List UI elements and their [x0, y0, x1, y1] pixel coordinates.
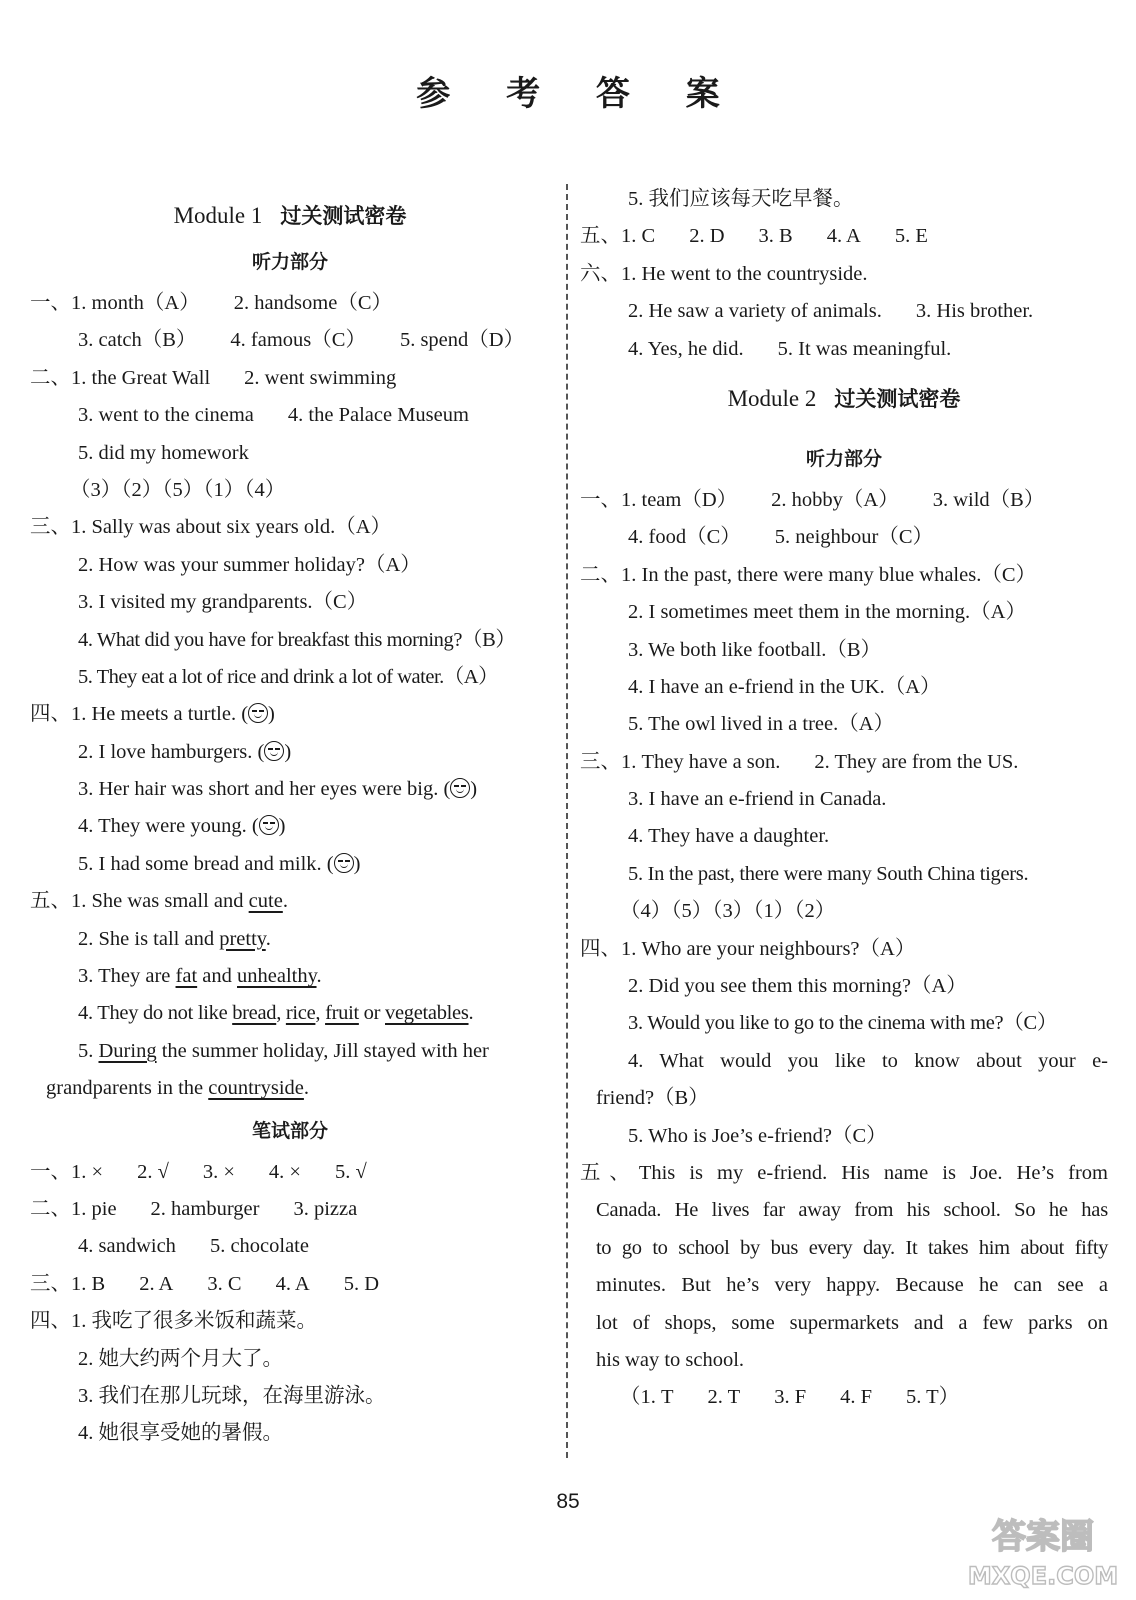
answer-item: （1. T: [620, 1386, 674, 1409]
answer-line: [30, 1033, 550, 1070]
answer-item: 一、1. month（A）: [30, 292, 200, 314]
answer-line: 4. They were young. ( ): [78, 815, 286, 838]
answer-item: 一、1. team（D）: [580, 488, 738, 511]
module1-heading: [30, 193, 550, 239]
answer-item: 5. It was meaningful.: [777, 337, 952, 360]
answer-item: 二、1. the Great Wall: [30, 366, 211, 389]
text-run: .: [303, 1077, 310, 1100]
answer-item: 2. handsome（C）: [233, 292, 392, 314]
answer-line: minutes. But he’s very happy. Because he can see a: [596, 1274, 1108, 1297]
text-run: .: [316, 965, 322, 988]
answer-item: 5. chocolate: [209, 1235, 309, 1258]
smiley-face-icon: [248, 703, 268, 723]
answer-item: 3. went to the cinema: [78, 404, 254, 427]
watermark-text-top: 答案圈: [992, 1517, 1094, 1557]
answer-line: friend?（B）: [596, 1087, 709, 1110]
answer-line: 3. Would you like to go to the cinema with me?（C）: [628, 1012, 1058, 1035]
underlined-word: bread: [232, 1002, 277, 1025]
answer-line: 2. Did you see them this morning?（A）: [628, 975, 967, 998]
answer-line: [580, 218, 1108, 255]
answer-line: 四、1. He meets a turtle. ( ): [30, 703, 275, 726]
answer-item: 二、1. pie: [30, 1197, 117, 1220]
smiley-face-icon: [334, 853, 354, 873]
answer-line: （3）（2）（5）（1）（4）: [70, 478, 286, 501]
answer-line: [30, 285, 550, 322]
answer-line: [30, 995, 550, 1032]
answer-line: 四、1. Who are your neighbours?（A）: [580, 937, 916, 960]
answer-line: [30, 1266, 550, 1303]
answer-item: 四、1. He meets a turtle.: [30, 703, 237, 726]
text-run: and: [197, 965, 238, 988]
answer-item: 三、1. B: [30, 1272, 106, 1295]
text-run: or: [358, 1002, 385, 1025]
answer-line: 2. How was your summer holiday?（A）: [78, 553, 421, 576]
underlined-word: unhealthy: [237, 965, 317, 988]
answer-item: 5. I had some bread and milk.: [78, 852, 322, 875]
answer-item: 3. catch（B）: [78, 329, 197, 352]
answer-item: 2. D: [689, 225, 725, 248]
answer-line: [30, 1228, 550, 1265]
answer-line: 3. Her hair was short and her eyes were big. ( ): [78, 778, 478, 801]
module2-heading-cn: 过关测试密卷: [834, 386, 961, 411]
answer-line: 5. They eat a lot of rice and drink a lot of water.（A）: [78, 665, 499, 688]
answer-item: 5. neighbour（C）: [774, 526, 934, 549]
answer-item: 3. His brother.: [915, 300, 1034, 323]
answer-item: 5. spend（D）: [399, 329, 525, 352]
answer-line: 3. We both like football.（B）: [628, 638, 882, 661]
module2-heading: [580, 368, 1108, 424]
answer-line: [580, 1379, 1108, 1416]
right-column: [580, 188, 1108, 1417]
answer-line: [580, 519, 1108, 556]
watermark-logo: [968, 1506, 1118, 1590]
module2-heading-en: Module 2: [727, 385, 817, 411]
text-run: the summer holiday, Jill stayed with her: [156, 1039, 489, 1062]
answer-item: 2. √: [137, 1160, 169, 1183]
answer-line: 5. The owl lived in a tree.（A）: [628, 713, 895, 736]
answer-line: his way to school.: [596, 1348, 745, 1371]
underlined-word: During: [98, 1039, 157, 1062]
answer-item: 2. A: [139, 1272, 174, 1295]
answer-line: [30, 322, 550, 359]
writing-heading-m1: 笔试部分: [251, 1119, 328, 1142]
answer-item: 5. D: [343, 1272, 380, 1295]
answer-line: [580, 293, 1108, 330]
underlined-word: cute: [248, 890, 283, 913]
module1-heading-en: Module 1: [173, 203, 263, 228]
text-run: .: [265, 927, 271, 950]
answer-line: 5. Who is Joe’s e-friend?（C）: [628, 1124, 887, 1147]
text-run: 5.: [78, 1039, 99, 1062]
answer-item: 4. Yes, he did.: [628, 337, 744, 360]
answer-line: [580, 482, 1108, 519]
answer-line: 3. 我们在那儿玩球，在海里游泳。: [78, 1384, 386, 1407]
answer-line: [30, 921, 550, 958]
text-run: .: [282, 890, 288, 913]
answer-line: [30, 1191, 550, 1228]
answer-item: 3. B: [758, 225, 793, 248]
answer-item: 4. food（C）: [628, 526, 741, 549]
text-run: .: [468, 1002, 474, 1025]
underlined-word: vegetables: [385, 1002, 469, 1025]
answer-item: 2. He saw a variety of animals.: [628, 300, 882, 323]
answer-line: 5. In the past, there were many South China tigers.: [628, 862, 1029, 885]
answer-line: 三、1. Sally was about six years old.（A）: [30, 516, 391, 539]
answer-item: 2. hamburger: [150, 1197, 260, 1220]
answer-line: [580, 744, 1108, 781]
answer-line: [580, 331, 1108, 368]
answer-line: 六、1. He went to the countryside.: [580, 262, 868, 285]
answer-item: 三、1. They have a son.: [580, 750, 781, 773]
answer-line: 4. They have a daughter.: [628, 825, 830, 848]
answer-item: 4. They were young.: [78, 815, 247, 838]
answer-line: 5. did my homework: [78, 441, 249, 464]
answer-item: 3. Her hair was short and her eyes were big.: [78, 778, 439, 801]
text-run: 3. They are: [78, 965, 176, 988]
smiley-face-icon: [264, 741, 284, 761]
answer-line: Canada. He lives far away from his school. So he has: [596, 1199, 1108, 1222]
answer-item: 5. E: [894, 225, 928, 248]
page-title: 参 考 答 案: [416, 74, 742, 114]
answer-line: 4. I have an e-friend in the UK.（A）: [628, 675, 941, 698]
answer-item: 5. √: [334, 1160, 367, 1183]
answer-item: 3. ×: [202, 1160, 235, 1183]
text-run: ,: [315, 1002, 326, 1025]
answer-item: 2. went swimming: [244, 366, 397, 389]
underlined-word: fruit: [325, 1002, 359, 1025]
answer-line: to go to school by bus every day. It takes him about fifty: [596, 1236, 1108, 1259]
answer-item: 2. T: [707, 1386, 741, 1409]
answer-line: 4. What would you like to know about your e-: [628, 1049, 1108, 1072]
answer-item: 4. ×: [268, 1160, 301, 1183]
answer-line: lot of shops, some supermarkets and a few parks on: [596, 1311, 1108, 1334]
answer-line: 四、1. 我吃了很多米饭和蔬菜。: [30, 1310, 317, 1333]
text-run: grandparents in the: [46, 1077, 209, 1100]
answer-line: （4）（5）（3）（1）（2）: [620, 900, 836, 923]
smiley-face-icon: [450, 778, 470, 798]
answer-item: 2. I love hamburgers.: [78, 740, 253, 763]
answer-line: [30, 1070, 550, 1107]
answer-line: 2. I sometimes meet them in the morning.（A）: [628, 601, 1026, 624]
answer-line: [30, 958, 550, 995]
answer-line: 五、This is my e-friend. His name is Joe. He’s from: [580, 1161, 1108, 1184]
answer-line: 5. 我们应该每天吃早餐。: [628, 188, 854, 210]
answer-line: 4. 她很享受她的暑假。: [78, 1422, 283, 1445]
smiley-face-icon: [259, 815, 279, 835]
answer-item: 4. the Palace Museum: [287, 404, 469, 427]
answer-line: 2. I love hamburgers. ( ): [78, 740, 292, 763]
answer-item: 3. F: [774, 1386, 807, 1409]
answer-line: [30, 360, 550, 397]
answer-item: 4. A: [275, 1272, 310, 1295]
listening-heading-m2: 听力部分: [805, 447, 882, 470]
answer-item: 2. hobby（A）: [771, 488, 899, 511]
answer-item: 一、1. ×: [30, 1160, 104, 1183]
answer-line: 3. I visited my grandparents.（C）: [78, 591, 368, 614]
listening-heading-m1: 听力部分: [251, 251, 328, 273]
text-run: 4. They do not like: [78, 1002, 233, 1025]
text-run: 2. She is tall and: [78, 927, 220, 950]
answer-item: 4. F: [840, 1386, 872, 1409]
column-divider: [566, 184, 568, 1458]
answer-line: 5. I had some bread and milk. ( ): [78, 852, 361, 875]
answer-item: 3. C: [207, 1272, 242, 1295]
text-run: ,: [276, 1002, 286, 1025]
answer-item: 5. T）: [906, 1386, 960, 1409]
answer-line: 2. 她大约两个月大了。: [78, 1347, 283, 1370]
answer-item: 3. wild（B）: [932, 488, 1045, 511]
answer-item: 2. They are from the US.: [814, 750, 1019, 773]
watermark-text-bottom: MXQE.COM: [968, 1562, 1118, 1590]
left-column: [30, 193, 550, 1453]
answer-item: 4. famous（C）: [230, 329, 366, 352]
page-number: 85: [556, 1490, 580, 1513]
underlined-word: rice: [285, 1002, 316, 1025]
answer-line: [30, 1154, 550, 1191]
underlined-word: countryside: [208, 1077, 304, 1100]
answer-item: 4. sandwich: [78, 1235, 176, 1258]
answer-line: 4. What did you have for breakfast this morning?（B）: [78, 628, 516, 651]
answer-item: 3. pizza: [293, 1197, 358, 1220]
underlined-word: pretty: [219, 927, 266, 950]
answer-line: 3. I have an e-friend in Canada.: [628, 788, 887, 811]
answer-line: [30, 397, 550, 434]
answer-line: [30, 883, 550, 920]
text-run: 五、1. She was small and: [30, 890, 249, 913]
underlined-word: fat: [175, 965, 198, 988]
answer-item: 4. A: [826, 225, 861, 248]
answer-line: 二、1. In the past, there were many blue whales.（C）: [580, 563, 1037, 586]
module1-heading-cn: 过关测试密卷: [280, 204, 407, 228]
answer-item: 五、1. C: [580, 225, 656, 248]
